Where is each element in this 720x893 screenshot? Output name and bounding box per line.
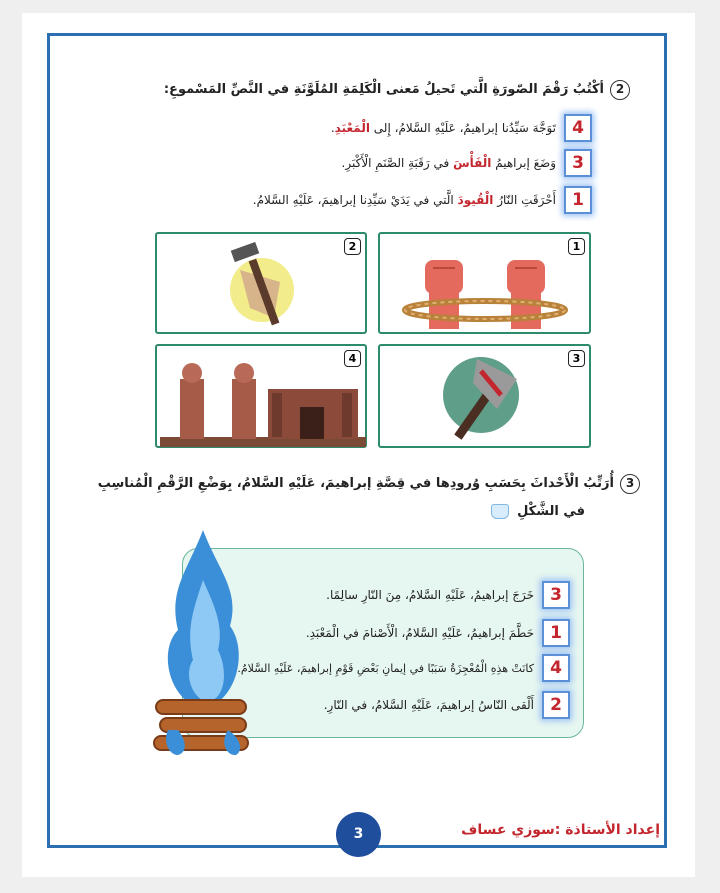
event-text: حَطَّمَ إبراهيمُ، عَلَيْهِ السَّلامُ، الْأَصْنامَ في الْمَعْبَدِ. bbox=[305, 626, 534, 640]
panel-number: 1 bbox=[568, 238, 585, 255]
hand-with-hammer-image bbox=[162, 238, 362, 334]
answer-box[interactable]: 4 bbox=[542, 654, 570, 682]
axe-image bbox=[385, 349, 585, 447]
event-text: خَرَجَ إبراهيمُ، عَلَيْهِ السَّلامُ، مِنَ النّارِ سالِمًا. bbox=[326, 588, 534, 602]
event-item bbox=[237, 654, 570, 682]
q2-item bbox=[342, 149, 592, 177]
panel-number: 4 bbox=[344, 350, 361, 367]
event-text: أَلْقى النّاسُ إبراهيمَ، عَلَيْهِ السَّلامُ، في النّارِ. bbox=[323, 698, 534, 712]
answer-box[interactable]: 3 bbox=[542, 581, 570, 609]
keyword: الْمَعْبَدِ bbox=[334, 121, 370, 135]
keyword: الْقُيودَ bbox=[457, 193, 494, 207]
answer-box[interactable]: 1 bbox=[542, 619, 570, 647]
answer-box[interactable]: 1 bbox=[564, 186, 592, 214]
event-item bbox=[324, 691, 570, 719]
q3-title bbox=[80, 474, 640, 494]
answer-box[interactable]: 4 bbox=[564, 114, 592, 142]
campfire-image bbox=[148, 530, 258, 765]
answer-shape-icon bbox=[491, 504, 509, 519]
item-text: وَضَعَ إبراهيمُ الْفَأْسَ في رَقَبَةِ الصَّنَمِ الْأَكْبَرِ. bbox=[341, 156, 556, 170]
image-panel-1 bbox=[378, 232, 591, 334]
item-text: تَوَجَّهَ سَيِّدُنا إبراهيمُ، عَلَيْهِ السَّلامُ، إِلى الْمَعْبَدِ. bbox=[330, 121, 556, 135]
event-text: كانَتْ هذِهِ الْمُعْجِزَةُ سَبَبًا في إيمانِ بَعْضِ قَوْمِ إبراهيمَ، عَلَيْهِ السَّلامُ. bbox=[237, 661, 534, 675]
event-item bbox=[326, 581, 570, 609]
q2-title-text: أكْتُبُ رَقْمَ الصّورَةِ الَّتي تَحيلُ مَعنى الْكَلِمَةِ المُلَوَّنَةِ في النَّصِّ المَسْموعِ: bbox=[163, 82, 604, 97]
q2-item bbox=[331, 114, 592, 142]
author-credit: إعداد الأستاذة :سوزي عساف bbox=[461, 822, 660, 838]
q3-number-badge: 3 bbox=[620, 474, 640, 494]
q2-number-badge: 2 bbox=[610, 80, 630, 100]
image-panel-3 bbox=[378, 344, 591, 448]
q3-title2-text: في الشَّكْلِ bbox=[517, 504, 585, 519]
q3-title-line2 bbox=[385, 504, 585, 519]
answer-box[interactable]: 3 bbox=[564, 149, 592, 177]
panel-number: 3 bbox=[568, 350, 585, 367]
item-text: أَحْرَقَتِ النّارُ الْقُيودَ الَّتي في يَدَيْ سَيِّدِنا إبراهيمَ، عَلَيْهِ السَّلامُ. bbox=[252, 193, 556, 207]
chained-fists-image bbox=[385, 238, 585, 334]
q2-title bbox=[110, 80, 630, 100]
image-panel-2 bbox=[155, 232, 367, 334]
answer-box[interactable]: 2 bbox=[542, 691, 570, 719]
keyword: الْفَأْسَ bbox=[453, 156, 492, 170]
panel-number: 2 bbox=[344, 238, 361, 255]
q2-item bbox=[253, 186, 592, 214]
temple-idols-image bbox=[160, 349, 366, 447]
image-panel-4 bbox=[155, 344, 367, 448]
event-item bbox=[306, 619, 570, 647]
page-number-badge: 3 bbox=[336, 812, 381, 857]
q3-title-text: أُرَتِّبُ الْأَحْداثَ بِحَسَبِ وُرودِها في قِصَّةِ إبراهيمَ، عَلَيْهِ السَّلامُ، بِوَضْعِ الرَّقْمِ الْمُناسِبِ bbox=[97, 476, 614, 491]
